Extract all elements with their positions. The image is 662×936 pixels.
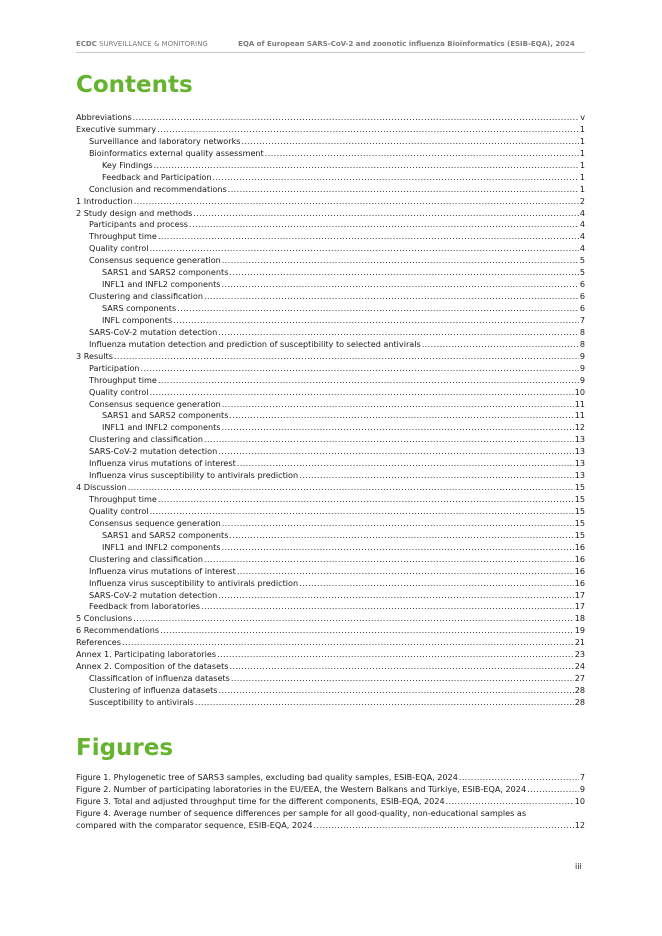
toc-entry[interactable] [76, 601, 585, 613]
toc-entry-title: 1 Introduction [76, 195, 133, 206]
figures-heading: Figures [76, 735, 174, 761]
toc-entry[interactable] [76, 697, 585, 709]
dot-leader [219, 685, 574, 697]
dot-leader [222, 518, 574, 530]
toc-entry-page: 13 [574, 470, 585, 481]
toc-entry[interactable] [76, 625, 585, 637]
toc-entry-page: 4 [579, 243, 585, 254]
toc-entry[interactable] [76, 160, 585, 172]
toc-entry-page: 28 [574, 685, 585, 695]
header-org-bold: ECDC [76, 40, 97, 48]
toc-entry-title: INFL1 and INFL2 components [102, 279, 221, 290]
toc-entry-title: Participants and process [89, 219, 189, 230]
toc-entry-title: Influenza virus susceptibility to antivirals prediction [89, 577, 299, 588]
toc-entry[interactable] [76, 673, 585, 685]
toc-entry-page: 9 [579, 350, 585, 361]
toc-entry[interactable] [76, 530, 585, 542]
toc-entry-title: 4 Discussion [76, 482, 127, 493]
dot-leader [242, 136, 579, 148]
toc-entry-page: 16 [574, 553, 585, 564]
toc-entry-title: Influenza virus susceptibility to antivirals prediction [89, 470, 299, 481]
toc-entry-page: 11 [574, 410, 585, 421]
toc-entry-page: 13 [574, 446, 585, 457]
dot-leader [160, 625, 574, 637]
toc-entry-title: Feedback from laboratories [89, 601, 201, 612]
toc-entry-page: 16 [574, 541, 585, 552]
figure-entry-title: Figure 2. Number of participating laboratories in the EU/EEA, the Western Balkans and Türkiye, ESIB-EQA, 2024 [76, 783, 527, 794]
toc-entry-page: 12 [574, 422, 585, 433]
toc-entry-page: 23 [574, 649, 585, 660]
toc-entry-page: 19 [574, 625, 585, 636]
dot-leader [218, 446, 573, 458]
toc-entry[interactable] [76, 267, 585, 279]
toc-entry-page: 9 [579, 374, 585, 385]
toc-entry[interactable] [76, 219, 585, 231]
toc-entry-page: 15 [574, 529, 585, 540]
dot-leader [229, 267, 578, 279]
toc-entry[interactable] [76, 184, 585, 196]
toc-entry-title: Surveillance and laboratory networks [89, 135, 241, 146]
toc-entry-page: 15 [574, 517, 585, 528]
figure-entry-title: Figure 3. Total and adjusted throughput time for the different components, ESIB-EQA, 2024 [76, 795, 445, 806]
toc-entry[interactable] [76, 518, 585, 530]
toc-entry-page: 9 [579, 362, 585, 373]
figure-entry[interactable] [76, 796, 585, 808]
toc-entry-title: Clustering and classification [89, 291, 203, 302]
toc-entry-title: Quality control [89, 386, 149, 397]
dot-leader [229, 530, 573, 542]
figure-entry-title-line[interactable]: Figure 4. Average number of sequence differences per sample for all good-quality, non-educational samples as [76, 807, 527, 818]
toc-entry-page: 5 [579, 267, 585, 278]
contents-heading: Contents [76, 72, 193, 98]
toc-entry-title: SARS1 and SARS2 components [102, 267, 229, 278]
toc-entry-page: v [580, 112, 585, 122]
toc-entry[interactable] [76, 590, 585, 602]
toc-entry-title: Annex 2. Composition of the datasets [76, 661, 229, 672]
toc-entry[interactable] [76, 566, 585, 578]
toc-entry-page: 16 [574, 577, 585, 588]
toc-entry-title: Consensus sequence generation [89, 398, 221, 409]
toc-entry-page: 15 [574, 482, 585, 493]
toc-entry-page: 1 [579, 183, 585, 194]
toc-entry-page: 4 [579, 231, 585, 242]
dot-leader [173, 315, 579, 327]
toc-entry[interactable] [76, 613, 585, 625]
toc-entry[interactable] [76, 196, 585, 208]
toc-entry-title: Quality control [89, 505, 149, 516]
toc-entry[interactable] [76, 351, 585, 363]
dot-leader [158, 494, 574, 506]
toc-entry-title: Influenza mutation detection and prediction of susceptibility to selected antivirals [89, 338, 421, 349]
dot-leader [157, 124, 579, 136]
page-number: iii [575, 862, 582, 871]
toc-entry-page: 4 [579, 219, 585, 230]
dot-leader [201, 601, 574, 613]
toc-entry-page: 21 [574, 637, 585, 648]
dot-leader [218, 327, 579, 339]
dot-leader [150, 243, 579, 255]
toc-entry-title: Annex 1. Participating laboratories [76, 649, 217, 660]
toc-entry-page: 6 [579, 303, 585, 313]
dot-leader [229, 410, 573, 422]
toc-entry-title: Key Findings [102, 159, 153, 170]
toc-entry[interactable] [76, 422, 585, 434]
toc-entry-title: Clustering of influenza datasets [89, 685, 218, 695]
dot-leader [217, 649, 574, 661]
toc-entry[interactable] [76, 685, 585, 697]
figure-entry-page: 7 [579, 772, 585, 782]
toc-entry[interactable] [76, 470, 585, 482]
toc-entry[interactable] [76, 446, 585, 458]
dot-leader [229, 661, 573, 673]
toc-entry-title: Consensus sequence generation [89, 517, 221, 528]
list-of-figures [76, 772, 585, 832]
toc-entry-page: 1 [579, 123, 585, 134]
toc-entry-page: 11 [574, 398, 585, 409]
toc-entry[interactable] [76, 506, 585, 518]
dot-leader [158, 375, 579, 387]
toc-entry-page: 1 [579, 135, 585, 146]
dot-leader [527, 784, 579, 796]
dot-leader [237, 458, 574, 470]
dot-leader [154, 160, 579, 172]
toc-entry[interactable] [76, 243, 585, 255]
dot-leader [134, 196, 579, 208]
dot-leader [221, 422, 573, 434]
toc-entry-title: Throughput time [89, 374, 157, 385]
toc-entry[interactable] [76, 458, 585, 470]
dot-leader [114, 351, 579, 363]
dot-leader [150, 506, 574, 518]
dot-leader [422, 339, 579, 351]
toc-entry[interactable] [76, 637, 585, 649]
dot-leader [265, 148, 579, 160]
toc-entry-page: 1 [579, 171, 585, 182]
dot-leader [189, 219, 579, 231]
dot-leader [228, 184, 579, 196]
toc-entry-title: Conclusion and recommendations [89, 183, 227, 194]
toc-entry[interactable] [76, 399, 585, 411]
toc-entry-title: Consensus sequence generation [89, 255, 221, 266]
dot-leader [222, 399, 574, 411]
dot-leader [204, 291, 579, 303]
table-of-contents [76, 112, 585, 709]
toc-entry-title: 6 Recommendations [76, 625, 160, 636]
toc-entry[interactable] [76, 291, 585, 303]
toc-entry-title: 3 Results [76, 350, 113, 361]
figure-entry[interactable] [76, 772, 585, 784]
toc-entry-title: INFL1 and INFL2 components [102, 422, 221, 433]
dot-leader [221, 279, 578, 291]
toc-entry-title: Influenza virus mutations of interest [89, 458, 236, 469]
dot-leader [446, 796, 574, 808]
toc-entry-title: Executive summary [76, 123, 157, 134]
toc-entry-page: 4 [579, 207, 585, 218]
dot-leader [314, 820, 574, 832]
toc-entry-page: 1 [579, 147, 585, 158]
toc-entry-page: 15 [574, 494, 585, 504]
toc-entry[interactable] [76, 148, 585, 160]
toc-entry-title: References [76, 637, 121, 648]
toc-entry[interactable] [76, 136, 585, 148]
toc-entry-title: SARS1 and SARS2 components [102, 410, 229, 421]
toc-entry-title: Susceptibility to antivirals [89, 696, 194, 707]
toc-entry[interactable] [76, 303, 585, 315]
toc-entry-title: Throughput time [89, 231, 157, 242]
toc-entry-page: 5 [579, 255, 585, 266]
toc-entry[interactable] [76, 542, 585, 554]
toc-entry-page: 2 [579, 195, 585, 206]
toc-entry[interactable] [76, 661, 585, 673]
toc-entry[interactable] [76, 387, 585, 399]
toc-entry[interactable] [76, 649, 585, 661]
dot-leader [177, 303, 579, 315]
toc-entry-title: Classification of influenza datasets [89, 673, 230, 684]
figure-entry-page: 10 [574, 795, 585, 806]
toc-entry[interactable] [76, 554, 585, 566]
toc-entry-title: SARS components [102, 303, 177, 313]
toc-entry-page: 7 [579, 314, 585, 325]
toc-entry[interactable] [76, 255, 585, 267]
toc-entry[interactable] [76, 363, 585, 375]
toc-entry-page: 27 [574, 673, 585, 684]
dot-leader [150, 387, 574, 399]
dot-leader [133, 613, 574, 625]
toc-entry-title: Clustering and classification [89, 553, 203, 564]
toc-entry-title: Bioinformatics external quality assessment [89, 147, 264, 158]
header-org-rest: SURVEILLANCE & MONITORING [96, 40, 208, 48]
toc-entry[interactable] [76, 434, 585, 446]
toc-entry[interactable] [76, 315, 585, 327]
dot-leader [459, 772, 579, 784]
toc-entry[interactable] [76, 112, 585, 124]
toc-entry[interactable] [76, 339, 585, 351]
dot-leader [122, 637, 574, 649]
dot-leader [158, 231, 579, 243]
toc-entry[interactable] [76, 327, 585, 339]
toc-entry-page: 18 [574, 613, 585, 624]
figure-entry-page: 9 [579, 783, 585, 794]
toc-entry-page: 13 [574, 458, 585, 469]
toc-entry[interactable] [76, 410, 585, 422]
figure-entry-title: Figure 1. Phylogenetic tree of SARS3 samples, excluding bad quality samples, ESIB-EQA, 2024 [76, 772, 458, 782]
dot-leader [204, 434, 574, 446]
toc-entry[interactable] [76, 231, 585, 243]
toc-entry-title: Feedback and Participation [102, 171, 212, 182]
dot-leader [231, 673, 574, 685]
dot-leader [299, 578, 574, 590]
toc-entry-page: 6 [579, 279, 585, 290]
toc-entry-page: 6 [579, 291, 585, 302]
toc-entry[interactable] [76, 208, 585, 220]
toc-entry[interactable] [76, 172, 585, 184]
dot-leader [133, 112, 580, 124]
toc-entry-page: 16 [574, 565, 585, 576]
toc-entry-page: 8 [579, 338, 585, 349]
toc-entry-title: Abbreviations [76, 112, 132, 122]
figure-entry[interactable] [76, 784, 585, 796]
toc-entry-title: SARS1 and SARS2 components [102, 529, 229, 540]
toc-entry[interactable] [76, 482, 585, 494]
toc-entry-page: 28 [574, 696, 585, 707]
dot-leader [221, 542, 573, 554]
dot-leader [195, 697, 574, 709]
toc-entry-page: 17 [574, 601, 585, 612]
toc-entry-page: 10 [574, 386, 585, 397]
toc-entry[interactable] [76, 578, 585, 590]
toc-entry-title: SARS-CoV-2 mutation detection [89, 589, 218, 600]
toc-entry-page: 1 [579, 159, 585, 170]
dot-leader [204, 554, 574, 566]
toc-entry-title: INFL components [102, 314, 173, 325]
dot-leader [212, 172, 578, 184]
toc-entry-title: SARS-CoV-2 mutation detection [89, 446, 218, 457]
toc-entry[interactable] [76, 494, 585, 506]
figure-entry[interactable] [76, 820, 585, 832]
toc-entry-page: 8 [579, 326, 585, 337]
toc-entry-title: Quality control [89, 243, 149, 254]
dot-leader [218, 590, 573, 602]
toc-entry-title: 5 Conclusions [76, 613, 133, 624]
toc-entry-title: INFL1 and INFL2 components [102, 541, 221, 552]
dot-leader [141, 363, 579, 375]
toc-entry-page: 15 [574, 505, 585, 516]
toc-entry-title: Influenza virus mutations of interest [89, 565, 236, 576]
toc-entry-title: Participation [89, 362, 140, 373]
toc-entry-title: SARS-CoV-2 mutation detection [89, 326, 218, 337]
toc-entry-page: 13 [574, 434, 585, 445]
dot-leader [222, 255, 579, 267]
running-header [76, 40, 585, 53]
toc-entry-title: Throughput time [89, 494, 157, 504]
toc-entry-title: Clustering and classification [89, 434, 203, 445]
toc-entry[interactable] [76, 124, 585, 136]
dot-leader [237, 566, 574, 578]
figure-entry-title: compared with the comparator sequence, ESIB-EQA, 2024 [76, 819, 313, 830]
toc-entry-page: 17 [574, 589, 585, 600]
dot-leader [193, 208, 578, 220]
toc-entry[interactable] [76, 375, 585, 387]
header-document-title: EQA of European SARS-CoV-2 and zoonotic influenza Bioinformatics (ESIB-EQA), 2024 [238, 40, 575, 48]
dot-leader [128, 482, 574, 494]
toc-entry[interactable] [76, 279, 585, 291]
toc-entry-title: 2 Study design and methods [76, 207, 193, 218]
toc-entry-page: 24 [574, 661, 585, 672]
dot-leader [299, 470, 574, 482]
figure-entry-page: 12 [574, 819, 585, 830]
